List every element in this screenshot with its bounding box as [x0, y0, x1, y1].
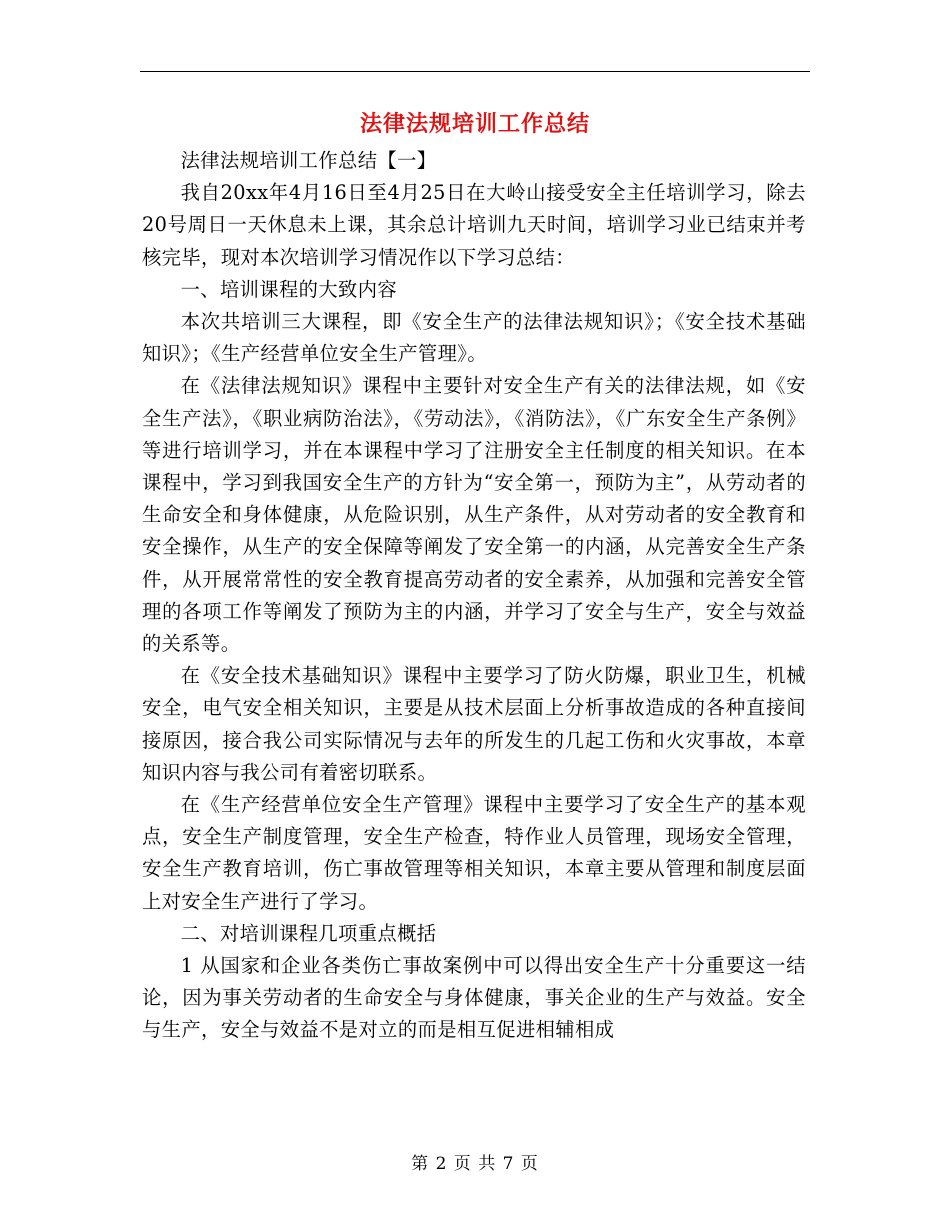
paragraph: 在《安全技术基础知识》课程中主要学习了防火防爆，职业卫生，机械安全，电气安全相关知识，主要是从技术层面上分析事故造成的各种直接间接原因，接合我公司实际情况与去年的所发生的几起工伤和火灾事故，本章知识内容与我公司有着密切联系。 — [142, 664, 806, 784]
document-title: 法律法规培训工作总结 — [359, 111, 590, 137]
section-heading: 法律法规培训工作总结【一】 — [180, 149, 437, 172]
subsection-heading: 二、对培训课程几项重点概括 — [180, 921, 437, 945]
paragraph: 本次共培训三大课程，即《安全生产的法律法规知识》；《安全技术基础知识》；《生产经营单位安全生产管理》。 — [142, 310, 806, 366]
paragraph: 在《生产经营单位安全生产管理》课程中主要学习了安全生产的基本观点，安全生产制度管理，安全生产检查，特作业人员管理，现场安全管理，安全生产教育培训，伤亡事故管理等相关知识，本章主要从管理和制度层面上对安全生产进行了学习。 — [142, 793, 806, 913]
header-rule — [140, 71, 810, 72]
subsection-heading: 一、培训课程的大致内容 — [180, 277, 398, 301]
paragraph: 我自20xx年4月16日至4月25日在大岭山接受安全主任培训学习，除去20号周日一天休息未上课，其余总计培训九天时间，培训学习业已结束并考核完毕，现对本次培训学习情况作以下学习总结： — [142, 181, 806, 269]
document-body — [142, 145, 806, 1047]
page-number: 第 2 页 共 7 页 — [411, 1154, 539, 1174]
paragraph: 在《法律法规知识》课程中主要针对安全生产有关的法律法规，如《安全生产法》，《职业病防治法》，《劳动法》，《消防法》，《广东安全生产条例》等进行培训学习，并在本课程中学习了注册安全主任制度的相关知识。在本课程中，学习到我国安全生产的方针为“安全第一，预防为主”，从劳动者的生命安全和身体健康，从危险识别，从生产条件，从对劳动者的安全教育和安全操作，从生产的安全保障等阐发了安全第一的内涵，从完善安全生产条件，从开展常常性的安全教育提高劳动者的安全素养，从加强和完善安全管理的各项工作等阐发了预防为主的内涵，并学习了安全与生产，安全与效益的关系等。 — [142, 374, 806, 656]
paragraph: 1 从国家和企业各类伤亡事故案例中可以得出安全生产十分重要这一结论，因为事关劳动者的生命安全与身体健康，事关企业的生产与效益。安全与生产，安全与效益不是对立的而是相互促进相辅相成 — [142, 954, 806, 1042]
